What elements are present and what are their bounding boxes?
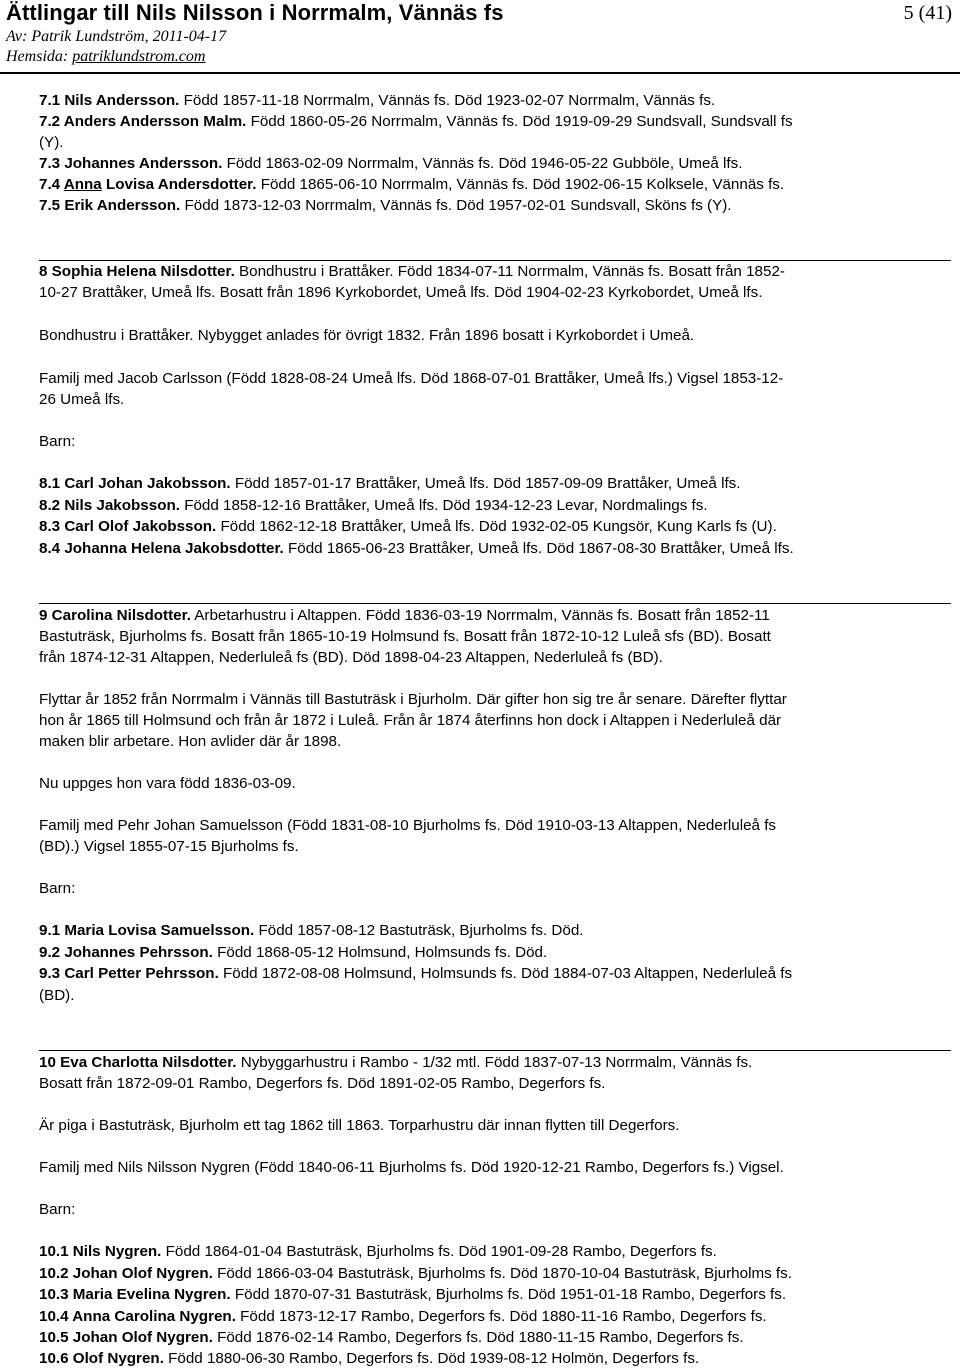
document-title: Ättlingar till Nils Nilsson i Norrmalm, Vännäs fs [6, 0, 504, 25]
child-name: 8.3 Carl Olof Jakobsson. [39, 518, 217, 535]
child-name: 8.4 Johanna Helena Jakobsdotter. [39, 540, 284, 557]
page-number: 5 (41) [903, 2, 952, 24]
child-8-3 [39, 518, 777, 536]
child-10-2 [39, 1265, 792, 1283]
person-details: Bondhustru i Brattåker. Född 1834-07-11 Norrmalm, Vännäs fs. Bosatt från 1852- [234, 263, 785, 280]
child-8-4 [39, 540, 794, 558]
homepage-label: Hemsida: [6, 48, 73, 65]
child-10-1 [39, 1243, 717, 1261]
child-name: 9.2 Johannes Pehrsson. [39, 944, 213, 961]
person-details: Nybyggarhustru i Rambo - 1/32 mtl. Född 1837-07-13 Norrmalm, Vännäs fs. [236, 1054, 753, 1071]
header-rule [0, 72, 960, 74]
person-details: Född 1860-05-26 Norrmalm, Vännäs fs. Död 1919-09-29 Sundsvall, Sundsvall fs [246, 113, 793, 130]
person-details: Född 1863-02-09 Norrmalm, Vännäs fs. Död 1946-05-22 Gubböle, Umeå lfs. [222, 155, 743, 172]
section-9-note: Flyttar år 1852 från Norrmalm i Vännäs till Bastuträsk i Bjurholm. Där gifter hon sig tre år senare. Därefter flyttar [39, 691, 787, 708]
children-label: Barn: [39, 433, 76, 450]
child-details: Född 1870-07-31 Bastuträsk, Bjurholms fs. Död 1951-01-18 Rambo, Degerfors fs. [230, 1286, 787, 1303]
author-line: Av: Patrik Lundström, 2011-04-17 [6, 28, 227, 45]
person-name: 7.2 Anders Andersson Malm. [39, 113, 247, 130]
section-10-note: Är piga i Bastuträsk, Bjurholm ett tag 1862 till 1863. Torparhustru där innan flytten till Degerfors. [39, 1117, 680, 1134]
child-name: 10.4 Anna Carolina Nygren. [39, 1308, 236, 1325]
section-10-details: Bosatt från 1872-09-01 Rambo, Degerfors fs. Död 1891-02-05 Rambo, Degerfors fs. [39, 1075, 606, 1092]
child-details: Född 1866-03-04 Bastuträsk, Bjurholms fs. Död 1870-10-04 Bastuträsk, Bjurholms fs. [212, 1265, 792, 1282]
section-rule [39, 1050, 951, 1051]
child-10-5 [39, 1329, 744, 1347]
person-name: 8 Sophia Helena Nilsdotter. [39, 263, 235, 280]
person-name: 10 Eva Charlotta Nilsdotter. [39, 1054, 237, 1071]
child-name: 9.1 Maria Lovisa Samuelsson. [39, 922, 255, 939]
section-10-heading [39, 1054, 752, 1072]
child-9-3 [39, 965, 792, 983]
child-details: Född 1858-12-16 Brattåker, Umeå lfs. Död 1934-12-23 Levar, Nordmalings fs. [179, 497, 708, 514]
child-details: Född 1857-08-12 Bastuträsk, Bjurholms fs. Död. [254, 922, 584, 939]
section-rule [39, 603, 951, 604]
person-number: 7.4 [39, 176, 64, 193]
child-name: 8.2 Nils Jakobsson. [39, 497, 180, 514]
section-8-details: 10-27 Brattåker, Umeå lfs. Bosatt från 1896 Kyrkobordet, Umeå lfs. Död 1904-02-23 Kyrkobordet, Umeå lfs. [39, 284, 763, 301]
person-details: Född 1865-06-10 Norrmalm, Vännäs fs. Död 1902-06-15 Kolksele, Vännäs fs. [256, 176, 785, 193]
child-details: Född 1862-12-18 Brattåker, Umeå lfs. Död 1932-02-05 Kungsör, Kung Karls fs (U). [216, 518, 777, 535]
child-9-2 [39, 944, 547, 962]
child-10-4 [39, 1308, 767, 1326]
child-name: 10.6 Olof Nygren. [39, 1350, 164, 1367]
entry-7-5 [39, 197, 732, 215]
child-10-3 [39, 1286, 786, 1304]
person-name: 7.3 Johannes Andersson. [39, 155, 223, 172]
section-9-family-cont: (BD).) Vigsel 1855-07-15 Bjurholms fs. [39, 838, 299, 855]
child-details: Född 1868-05-12 Holmsund, Holmsunds fs. Död. [212, 944, 548, 961]
child-name: 9.3 Carl Petter Pehrsson. [39, 965, 219, 982]
person-name: 7.1 Nils Andersson. [39, 92, 180, 109]
entry-7-2 [39, 113, 793, 131]
section-8-heading [39, 263, 785, 281]
entry-7-1 [39, 92, 715, 110]
person-first-name: Anna [63, 176, 102, 193]
child-details: Född 1873-12-17 Rambo, Degerfors fs. Död 1880-11-16 Rambo, Degerfors fs. [235, 1308, 767, 1325]
section-9-note-end: maken blir arbetare. Hon avlider där år 1898. [39, 733, 342, 750]
section-9-details-cont: från 1874-12-31 Altappen, Nederluleå fs (BD). Död 1898-04-23 Altappen, Nederluleå fs (BD). [39, 649, 663, 666]
section-9-details: Bastuträsk, Bjurholms fs. Bosatt från 1865-10-19 Holmsund fs. Bosatt från 1872-10-12 Luleå sfs (BD). Bosatt [39, 628, 771, 645]
child-name: 10.1 Nils Nygren. [39, 1243, 162, 1260]
section-9-heading [39, 607, 770, 625]
section-8-note: Bondhustru i Brattåker. Nybygget anlades för övrigt 1832. Från 1896 bosatt i Kyrkobordet i Umeå. [39, 327, 695, 344]
section-rule [39, 260, 951, 261]
child-name: 10.5 Johan Olof Nygren. [39, 1329, 213, 1346]
entry-7-2-cont: (Y). [39, 134, 64, 151]
homepage-link[interactable]: patriklundstrom.com [72, 48, 206, 65]
child-details: Född 1876-02-14 Rambo, Degerfors fs. Död 1880-11-15 Rambo, Degerfors fs. [212, 1329, 744, 1346]
section-9-birth-note: Nu uppges hon vara född 1836-03-09. [39, 775, 296, 792]
child-details: Född 1857-01-17 Brattåker, Umeå lfs. Död 1857-09-09 Brattåker, Umeå lfs. [230, 475, 741, 492]
homepage-line [6, 48, 205, 66]
children-label: Barn: [39, 880, 76, 897]
person-details: Född 1873-12-03 Norrmalm, Vännäs fs. Död 1957-02-01 Sundsvall, Sköns fs (Y). [180, 197, 732, 214]
person-name: 7.5 Erik Andersson. [39, 197, 181, 214]
person-details: Arbetarhustru i Altappen. Född 1836-03-19 Norrmalm, Vännäs fs. Bosatt från 1852-11 [190, 607, 770, 624]
person-name: Lovisa Andersdotter. [101, 176, 257, 193]
children-label: Barn: [39, 1201, 76, 1218]
child-9-1 [39, 922, 584, 940]
child-details: Född 1880-06-30 Rambo, Degerfors fs. Död 1939-08-12 Holmön, Degerfors fs. [163, 1350, 700, 1367]
entry-7-3 [39, 155, 742, 173]
child-details: Född 1865-06-23 Brattåker, Umeå lfs. Död 1867-08-30 Brattåker, Umeå lfs. [283, 540, 794, 557]
section-10-family: Familj med Nils Nilsson Nygren (Född 1840-06-11 Bjurholms fs. Död 1920-12-21 Rambo, Degerfors fs.) Vigsel. [39, 1159, 784, 1176]
section-9-family: Familj med Pehr Johan Samuelsson (Född 1831-08-10 Bjurholms fs. Död 1910-03-13 Altappen, Nederluleå fs [39, 817, 777, 834]
child-8-2 [39, 497, 708, 515]
child-details: Född 1864-01-04 Bastuträsk, Bjurholms fs. Död 1901-09-28 Rambo, Degerfors fs. [161, 1243, 717, 1260]
section-9-note-cont: hon år 1865 till Holmsund och från år 1872 i Luleå. Från år 1874 återfinns hon dock i Altappen i Nederluleå där [39, 712, 782, 729]
child-8-1 [39, 475, 741, 493]
person-name: 9 Carolina Nilsdotter. [39, 607, 191, 624]
child-name: 10.3 Maria Evelina Nygren. [39, 1286, 231, 1303]
child-9-3-cont: (BD). [39, 987, 75, 1004]
section-8-family: Familj med Jacob Carlsson (Född 1828-08-24 Umeå lfs. Död 1868-07-01 Brattåker, Umeå lfs.) Vigsel 1853-12- [39, 370, 784, 387]
child-name: 8.1 Carl Johan Jakobsson. [39, 475, 231, 492]
section-8-family-cont: 26 Umeå lfs. [39, 391, 125, 408]
child-10-6 [39, 1350, 699, 1368]
child-name: 10.2 Johan Olof Nygren. [39, 1265, 213, 1282]
child-details: Född 1872-08-08 Holmsund, Holmsunds fs. Död 1884-07-03 Altappen, Nederluleå fs [218, 965, 793, 982]
entry-7-4 [39, 176, 784, 194]
person-details: Född 1857-11-18 Norrmalm, Vännäs fs. Död 1923-02-07 Norrmalm, Vännäs fs. [179, 92, 716, 109]
